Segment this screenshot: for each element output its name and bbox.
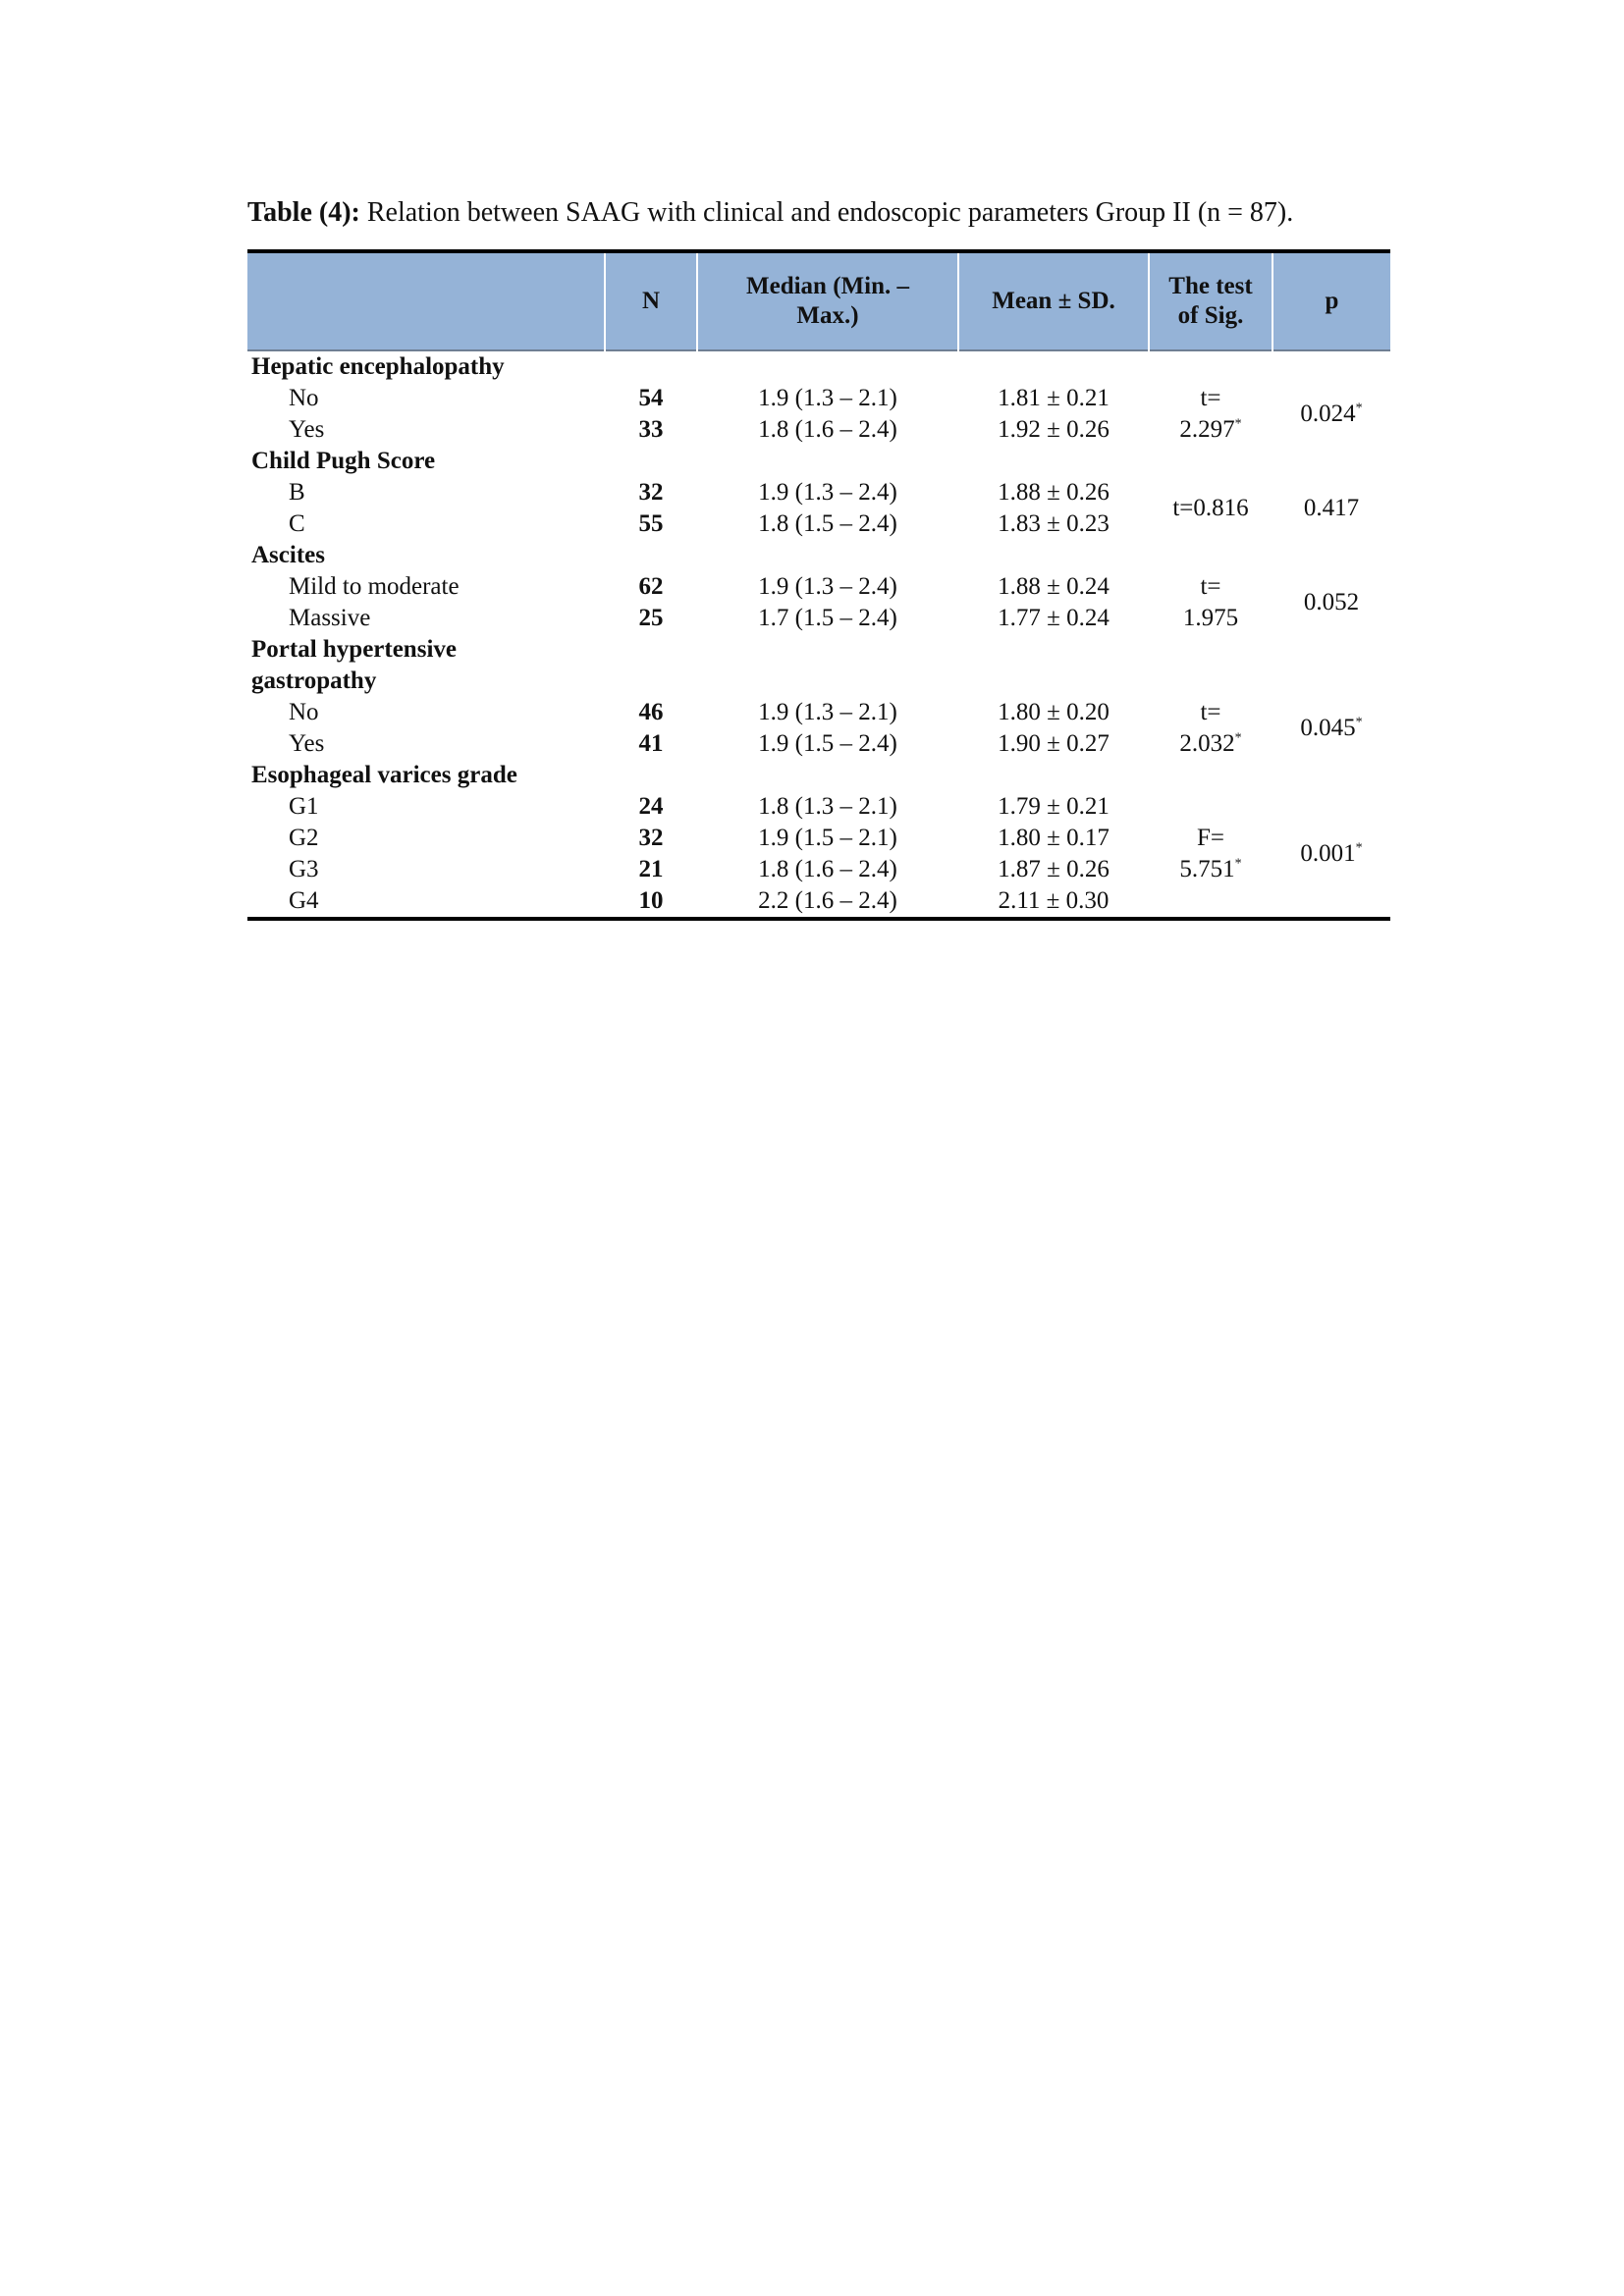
p-value bbox=[1272, 791, 1390, 919]
significance-mark: * bbox=[1234, 856, 1242, 872]
row-mean: 1.88 ± 0.26 bbox=[998, 479, 1110, 506]
header-test: The test of Sig. bbox=[1149, 251, 1272, 350]
caption-text: Relation between SAAG with clinical and endoscopic parameters Group II (n = 87). bbox=[366, 197, 1294, 228]
test-line2: 1.975 bbox=[1182, 605, 1239, 631]
row-mean: 1.77 ± 0.24 bbox=[998, 605, 1110, 631]
table-row bbox=[247, 383, 1390, 414]
row-median: 1.8 (1.3 – 2.1) bbox=[758, 793, 897, 820]
row-median: 1.9 (1.3 – 2.1) bbox=[758, 385, 897, 411]
row-n: 62 bbox=[638, 573, 664, 600]
p-value bbox=[1272, 571, 1390, 634]
header-median: Median (Min. – Max.) bbox=[697, 251, 958, 350]
test-line2: 2.032 bbox=[1179, 730, 1235, 757]
row-label: G4 bbox=[289, 887, 319, 914]
group-row bbox=[247, 634, 1390, 666]
row-n: 54 bbox=[638, 385, 664, 411]
row-label: Yes bbox=[289, 416, 325, 443]
results-table bbox=[247, 249, 1390, 921]
row-median: 1.9 (1.3 – 2.4) bbox=[758, 479, 897, 506]
test-line1: t= bbox=[1200, 573, 1221, 600]
row-label: No bbox=[289, 699, 319, 725]
group-title: Portal hypertensive bbox=[251, 636, 457, 663]
table-header-row bbox=[247, 251, 1390, 350]
test-line1: t= bbox=[1200, 699, 1221, 725]
row-n: 32 bbox=[638, 825, 664, 851]
row-label: G2 bbox=[289, 825, 319, 851]
table-row bbox=[247, 791, 1390, 823]
row-n: 21 bbox=[638, 856, 664, 882]
row-n: 24 bbox=[638, 793, 664, 820]
table-row bbox=[247, 697, 1390, 728]
row-n: 41 bbox=[638, 730, 664, 757]
header-n: N bbox=[605, 251, 697, 350]
row-label: Mild to moderate bbox=[289, 573, 460, 600]
test-line1: F= bbox=[1196, 825, 1224, 851]
row-mean: 1.92 ± 0.26 bbox=[998, 416, 1110, 443]
row-label: C bbox=[289, 510, 305, 537]
group-title: Esophageal varices grade bbox=[251, 762, 517, 788]
test-statistic bbox=[1149, 791, 1272, 919]
test-statistic bbox=[1149, 571, 1272, 634]
row-mean: 1.83 ± 0.23 bbox=[998, 510, 1110, 537]
header-mean: Mean ± SD. bbox=[958, 251, 1149, 350]
row-median: 1.9 (1.3 – 2.4) bbox=[758, 573, 897, 600]
test-line1: t=0.816 bbox=[1172, 495, 1249, 521]
group-row bbox=[247, 350, 1390, 383]
row-label: No bbox=[289, 385, 319, 411]
row-median: 2.2 (1.6 – 2.4) bbox=[758, 887, 897, 914]
row-median: 1.8 (1.5 – 2.4) bbox=[758, 510, 897, 537]
row-mean: 1.88 ± 0.24 bbox=[998, 573, 1110, 600]
row-label: Yes bbox=[289, 730, 325, 757]
row-median: 1.9 (1.5 – 2.4) bbox=[758, 730, 897, 757]
row-n: 25 bbox=[638, 605, 664, 631]
group-row bbox=[247, 446, 1390, 477]
row-n: 33 bbox=[638, 416, 664, 443]
row-n: 46 bbox=[638, 699, 664, 725]
test-line2: 5.751 bbox=[1179, 856, 1235, 882]
row-n: 32 bbox=[638, 479, 664, 506]
significance-mark: * bbox=[1355, 715, 1363, 730]
p-value-text: 0.001 bbox=[1300, 840, 1356, 867]
p-value bbox=[1272, 383, 1390, 446]
test-line2: 2.297 bbox=[1179, 416, 1235, 443]
group-row bbox=[247, 760, 1390, 791]
row-mean: 1.81 ± 0.21 bbox=[998, 385, 1110, 411]
significance-mark: * bbox=[1234, 416, 1242, 432]
significance-mark: * bbox=[1355, 840, 1363, 856]
group-title: Ascites bbox=[251, 542, 325, 568]
p-value-text: 0.052 bbox=[1303, 589, 1360, 615]
caption-label: Table (4): bbox=[247, 197, 360, 228]
row-median: 1.7 (1.5 – 2.4) bbox=[758, 605, 897, 631]
row-mean: 2.11 ± 0.30 bbox=[998, 887, 1110, 914]
row-mean: 1.79 ± 0.21 bbox=[998, 793, 1110, 820]
row-mean: 1.90 ± 0.27 bbox=[998, 730, 1110, 757]
row-n: 55 bbox=[638, 510, 664, 537]
p-value bbox=[1272, 477, 1390, 540]
row-label: B bbox=[289, 479, 305, 506]
row-median: 1.8 (1.6 – 2.4) bbox=[758, 856, 897, 882]
table-caption bbox=[247, 196, 1293, 230]
group-title: Child Pugh Score bbox=[251, 448, 436, 474]
test-statistic bbox=[1149, 383, 1272, 446]
row-mean: 1.87 ± 0.26 bbox=[998, 856, 1110, 882]
table-row bbox=[247, 477, 1390, 508]
header-blank bbox=[247, 251, 605, 350]
p-value-text: 0.045 bbox=[1300, 715, 1356, 741]
group-title-continued: gastropathy bbox=[251, 667, 377, 694]
row-mean: 1.80 ± 0.17 bbox=[998, 825, 1110, 851]
row-label: G3 bbox=[289, 856, 319, 882]
row-mean: 1.80 ± 0.20 bbox=[998, 699, 1110, 725]
p-value bbox=[1272, 697, 1390, 760]
p-value-text: 0.417 bbox=[1303, 495, 1360, 521]
significance-mark: * bbox=[1355, 400, 1363, 416]
table-row bbox=[247, 571, 1390, 603]
test-statistic bbox=[1149, 477, 1272, 540]
test-statistic bbox=[1149, 697, 1272, 760]
row-label: G1 bbox=[289, 793, 319, 820]
header-p: p bbox=[1272, 251, 1390, 350]
row-median: 1.8 (1.6 – 2.4) bbox=[758, 416, 897, 443]
test-line1: t= bbox=[1200, 385, 1221, 411]
group-row bbox=[247, 666, 1390, 697]
row-label: Massive bbox=[289, 605, 371, 631]
p-value-text: 0.024 bbox=[1300, 400, 1356, 427]
group-title: Hepatic encephalopathy bbox=[251, 353, 505, 380]
row-median: 1.9 (1.3 – 2.1) bbox=[758, 699, 897, 725]
group-row bbox=[247, 540, 1390, 571]
significance-mark: * bbox=[1234, 730, 1242, 746]
row-median: 1.9 (1.5 – 2.1) bbox=[758, 825, 897, 851]
row-n: 10 bbox=[638, 887, 664, 914]
